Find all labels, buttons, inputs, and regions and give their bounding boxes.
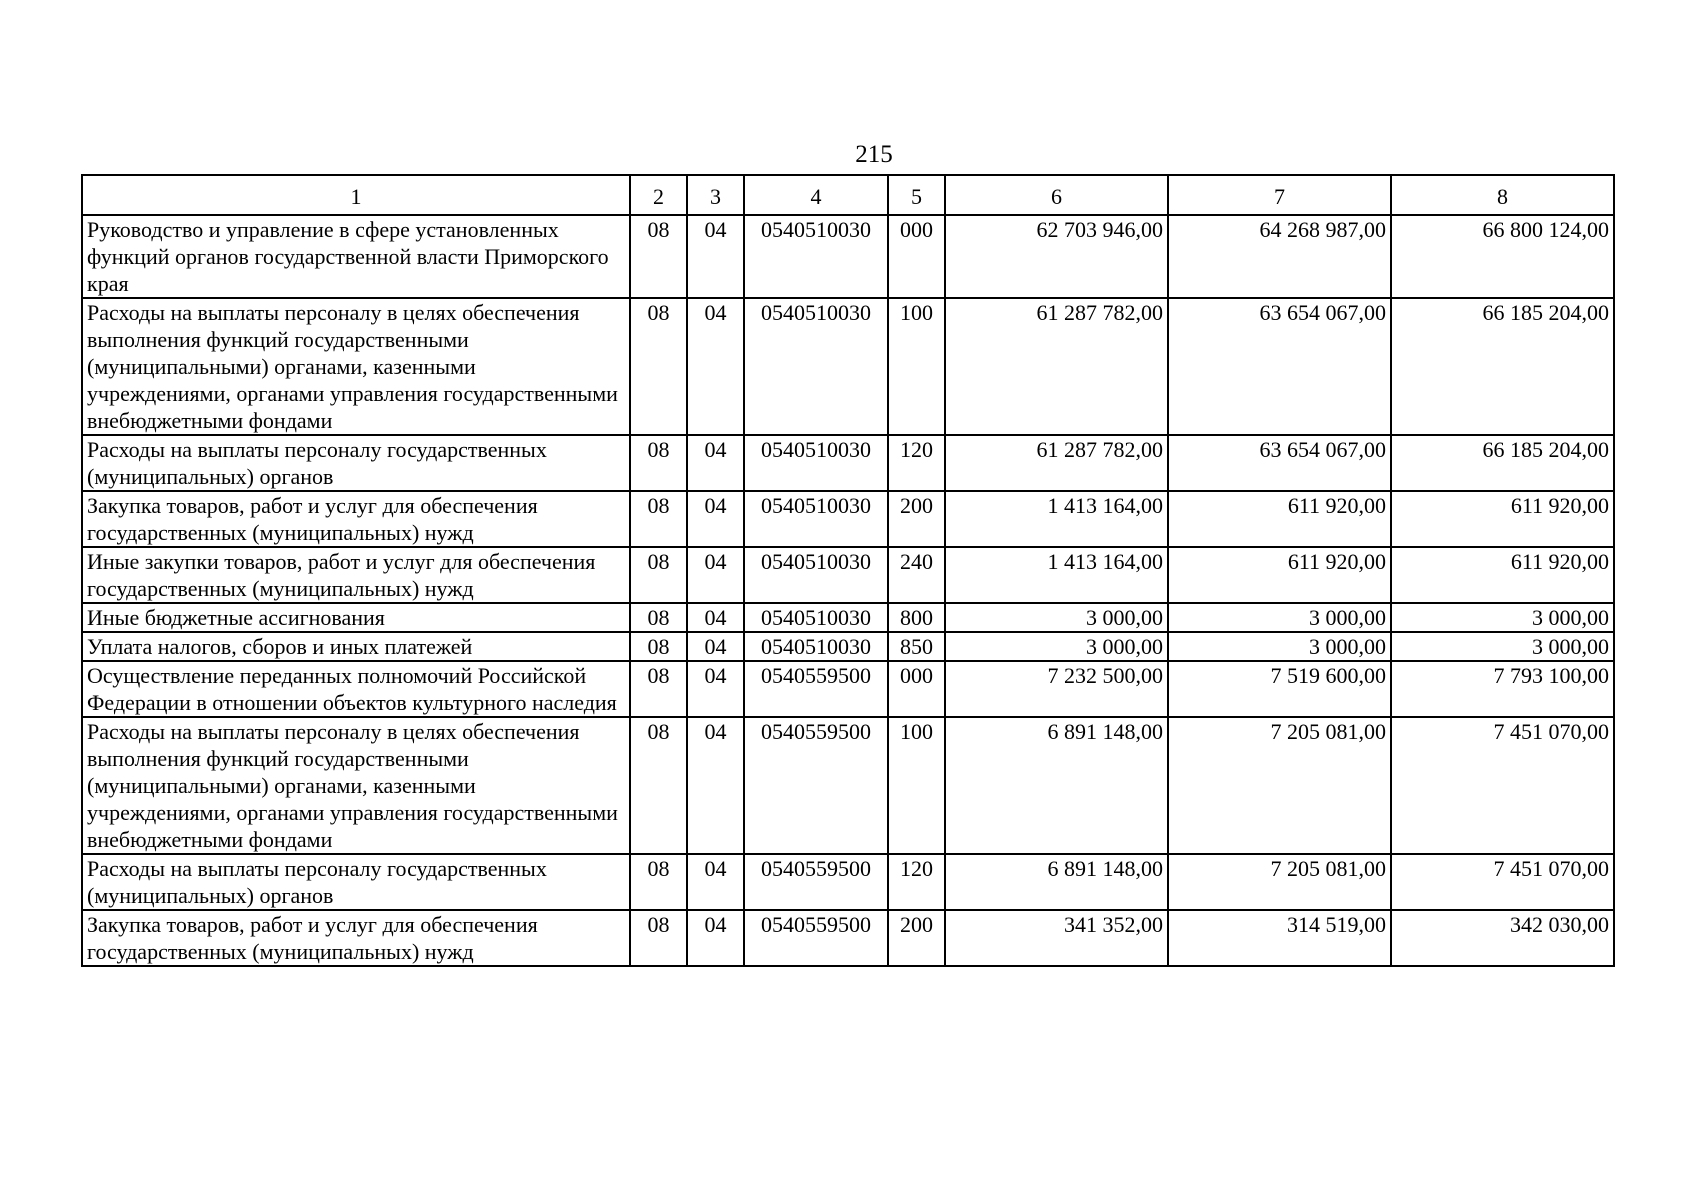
expense-type-code: 120	[888, 854, 945, 910]
table-row	[82, 661, 1614, 717]
row-name: Расходы на выплаты персоналу государственных (муниципальных) органов	[82, 435, 630, 491]
target-article-code: 0540559500	[744, 910, 888, 966]
header-cell: 4	[744, 175, 888, 215]
header-cell: 6	[945, 175, 1168, 215]
target-article-code: 0540510030	[744, 435, 888, 491]
amount-col8: 66 185 204,00	[1391, 298, 1614, 435]
expense-type-code: 850	[888, 632, 945, 661]
section-code: 08	[630, 854, 687, 910]
table-row	[82, 435, 1614, 491]
target-article-code: 0540510030	[744, 491, 888, 547]
subsection-code: 04	[687, 632, 744, 661]
row-name: Закупка товаров, работ и услуг для обеспечения государственных (муниципальных) нужд	[82, 910, 630, 966]
header-cell: 8	[1391, 175, 1614, 215]
subsection-code: 04	[687, 298, 744, 435]
expense-type-code: 800	[888, 603, 945, 632]
expense-type-code: 000	[888, 661, 945, 717]
amount-col7: 7 519 600,00	[1168, 661, 1391, 717]
section-code: 08	[630, 491, 687, 547]
table-header-row	[82, 175, 1614, 215]
row-name: Расходы на выплаты персоналу в целях обеспечения выполнения функций государственными (муниципальными) органами, казенными учреждениями, органами управления государственными внебюджетными фондами	[82, 298, 630, 435]
subsection-code: 04	[687, 717, 744, 854]
table-row	[82, 215, 1614, 298]
section-code: 08	[630, 298, 687, 435]
amount-col6: 61 287 782,00	[945, 298, 1168, 435]
expense-type-code: 000	[888, 215, 945, 298]
table-row	[82, 632, 1614, 661]
amount-col7: 64 268 987,00	[1168, 215, 1391, 298]
table-row	[82, 854, 1614, 910]
row-name: Руководство и управление в сфере установленных функций органов государственной власти Приморского края	[82, 215, 630, 298]
section-code: 08	[630, 910, 687, 966]
amount-col8: 7 451 070,00	[1391, 717, 1614, 854]
amount-col6: 6 891 148,00	[945, 717, 1168, 854]
row-name: Закупка товаров, работ и услуг для обеспечения государственных (муниципальных) нужд	[82, 491, 630, 547]
amount-col6: 61 287 782,00	[945, 435, 1168, 491]
header-cell: 1	[82, 175, 630, 215]
amount-col8: 342 030,00	[1391, 910, 1614, 966]
budget-table	[81, 174, 1615, 967]
subsection-code: 04	[687, 491, 744, 547]
amount-col7: 3 000,00	[1168, 632, 1391, 661]
subsection-code: 04	[687, 910, 744, 966]
header-cell: 2	[630, 175, 687, 215]
amount-col7: 3 000,00	[1168, 603, 1391, 632]
amount-col6: 7 232 500,00	[945, 661, 1168, 717]
section-code: 08	[630, 435, 687, 491]
section-code: 08	[630, 717, 687, 854]
row-name: Расходы на выплаты персоналу государственных (муниципальных) органов	[82, 854, 630, 910]
section-code: 08	[630, 661, 687, 717]
amount-col6: 3 000,00	[945, 632, 1168, 661]
header-cell: 3	[687, 175, 744, 215]
amount-col6: 3 000,00	[945, 603, 1168, 632]
amount-col6: 62 703 946,00	[945, 215, 1168, 298]
row-name: Осуществление переданных полномочий Российской Федерации в отношении объектов культурного наследия	[82, 661, 630, 717]
table-row	[82, 491, 1614, 547]
amount-col8: 7 451 070,00	[1391, 854, 1614, 910]
amount-col8: 7 793 100,00	[1391, 661, 1614, 717]
target-article-code: 0540510030	[744, 632, 888, 661]
header-cell: 7	[1168, 175, 1391, 215]
amount-col7: 314 519,00	[1168, 910, 1391, 966]
target-article-code: 0540559500	[744, 717, 888, 854]
expense-type-code: 240	[888, 547, 945, 603]
row-name: Иные бюджетные ассигнования	[82, 603, 630, 632]
amount-col6: 1 413 164,00	[945, 547, 1168, 603]
section-code: 08	[630, 215, 687, 298]
subsection-code: 04	[687, 661, 744, 717]
amount-col8: 66 800 124,00	[1391, 215, 1614, 298]
subsection-code: 04	[687, 854, 744, 910]
amount-col7: 63 654 067,00	[1168, 435, 1391, 491]
amount-col8: 3 000,00	[1391, 603, 1614, 632]
subsection-code: 04	[687, 603, 744, 632]
target-article-code: 0540559500	[744, 661, 888, 717]
subsection-code: 04	[687, 435, 744, 491]
section-code: 08	[630, 547, 687, 603]
amount-col7: 611 920,00	[1168, 491, 1391, 547]
expense-type-code: 120	[888, 435, 945, 491]
amount-col7: 63 654 067,00	[1168, 298, 1391, 435]
table-row	[82, 603, 1614, 632]
amount-col7: 7 205 081,00	[1168, 854, 1391, 910]
expense-type-code: 200	[888, 910, 945, 966]
row-name: Уплата налогов, сборов и иных платежей	[82, 632, 630, 661]
table-row	[82, 298, 1614, 435]
amount-col8: 611 920,00	[1391, 491, 1614, 547]
target-article-code: 0540510030	[744, 547, 888, 603]
expense-type-code: 100	[888, 298, 945, 435]
page-number: 215	[855, 141, 893, 168]
section-code: 08	[630, 632, 687, 661]
amount-col7: 7 205 081,00	[1168, 717, 1391, 854]
table-row	[82, 547, 1614, 603]
target-article-code: 0540510030	[744, 603, 888, 632]
subsection-code: 04	[687, 547, 744, 603]
amount-col8: 3 000,00	[1391, 632, 1614, 661]
amount-col8: 611 920,00	[1391, 547, 1614, 603]
row-name: Расходы на выплаты персоналу в целях обеспечения выполнения функций государственными (муниципальными) органами, казенными учреждениями, органами управления государственными внебюджетными фондами	[82, 717, 630, 854]
amount-col8: 66 185 204,00	[1391, 435, 1614, 491]
expense-type-code: 100	[888, 717, 945, 854]
amount-col6: 6 891 148,00	[945, 854, 1168, 910]
amount-col7: 611 920,00	[1168, 547, 1391, 603]
subsection-code: 04	[687, 215, 744, 298]
target-article-code: 0540510030	[744, 215, 888, 298]
header-cell: 5	[888, 175, 945, 215]
target-article-code: 0540559500	[744, 854, 888, 910]
target-article-code: 0540510030	[744, 298, 888, 435]
section-code: 08	[630, 603, 687, 632]
expense-type-code: 200	[888, 491, 945, 547]
amount-col6: 1 413 164,00	[945, 491, 1168, 547]
table-row	[82, 910, 1614, 966]
table-row	[82, 717, 1614, 854]
row-name: Иные закупки товаров, работ и услуг для обеспечения государственных (муниципальных) нужд	[82, 547, 630, 603]
amount-col6: 341 352,00	[945, 910, 1168, 966]
